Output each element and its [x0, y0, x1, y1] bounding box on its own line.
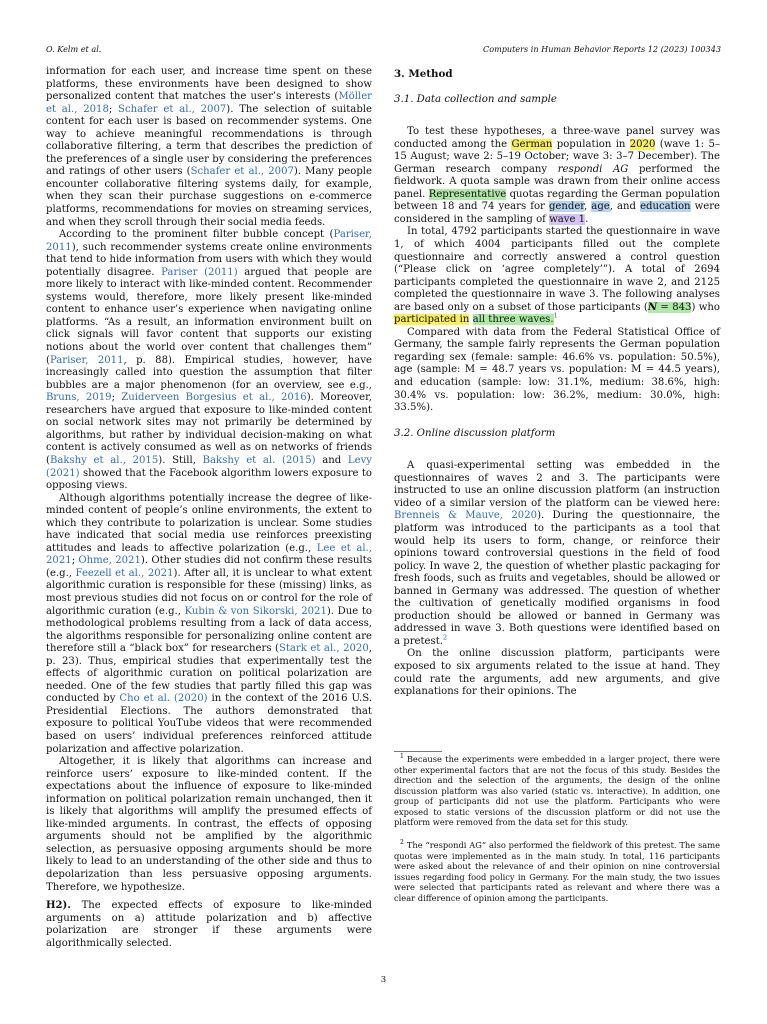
footnote-ref-1[interactable]: 1 — [553, 311, 558, 320]
citation-link[interactable]: Schafer et al., 2007 — [118, 103, 227, 115]
highlight-yellow: German — [511, 138, 553, 150]
highlight-blue: education — [640, 201, 691, 213]
paragraph-platform: A quasi-experimental setting was embedded in the questionnaires of waves 2 and 3. The participants were instructed to use an online discussion platform (an instruction video of a similar version of the platform can be viewed here: Brenneis & Mauve, 2020). During the questionnaire, the platform was introduced to the participants as a tool that would help its users to form, change, or reinforce their opinions toward controversial questions in the field of food policy. In wave 2, the question of whether plastic packaging for fresh foods, such as fruits and vegetables, should be allowed or banned in Germany was addressed. The question of whether the cultivation of genetically modified organisms in food production should be allowed or banned in Germany was addressed in wave 3. Both questions were identified based on a pretest.$^2$ — [394, 460, 720, 647]
page-number: 3 — [380, 975, 387, 985]
footnote-ref-2[interactable]: 2 — [442, 633, 448, 642]
highlight-green: Representative — [428, 188, 507, 200]
highlight-green: all three waves. — [472, 314, 554, 326]
highlight-yellow: 2020 — [629, 138, 656, 150]
citation-link[interactable]: Kubin & von Sikorski, 2021 — [184, 605, 327, 617]
paragraph-sample: To test these hypotheses, a three-wave panel survey was conducted among the German population in 2020 (wave 1: 5–15 August; wave 2: 5–19 October; wave 3: 3–7 December). The German research company respondi AG performed the fieldwork. A quota sample was drawn from their online access panel. Representative quotas regarding the German population between 18 and 74 years for gender, age, and education were considered in the sampling of wave 1. — [394, 126, 721, 225]
citation-link[interactable]: Lee et al., 2021 — [46, 542, 372, 567]
running-header-journal: Computers in Human Behavior Reports 12 (2023) 100343 — [483, 44, 721, 54]
highlight-blue: gender — [548, 201, 585, 213]
citation-link[interactable]: Bakshy et al. (2015) — [202, 454, 316, 466]
footnote-number: 1 — [400, 753, 404, 761]
citation-link[interactable]: Stark et al., 2020 — [278, 643, 369, 655]
subsection-heading-platform: 3.2. Online discussion platform — [394, 427, 556, 439]
right-column — [394, 66, 720, 699]
highlight-yellow: participated in — [394, 314, 470, 326]
running-header-authors: O. Kelm et al. — [46, 44, 102, 54]
paragraph-polarization: Although algorithms potentially increase the degree of like-minded content of people’s online environments, the extent to which they contribute to polarization is unclear. Some studies have indicated that social media use reinforces preexisting attitudes and leads to affective polarization (e.g., Lee et al., 2021; Ohme, 2021). Other studies did not confirm these results (e.g., Feezell et al., 2021). After all, it is unclear to what extent algorithmic curation is responsible for these (missing) links, as most previous studies did not focus on or control for the role of algorithmic curation (e.g., Kubin & von Sikorski, 2021). Due to methodological problems resulting from a lack of data access, the algorithms responsible for personalizing online content are therefore still a “black box” for researchers (Stark et al., 2020, p. 23). Thus, empirical studies that experimentally test the effects of algorithmic curation on political polarization are needed. One of the few studies that partly filled this gap was conducted by Cho et al. (2020) in the context of the 2016 U.S. Presidential Elections. The authors demonstrated that exposure to political YouTube videos that were recommended based on users’ individual preferences reinforced attitude polarization and affective polarization. — [46, 492, 372, 755]
footnote-1: $^1$ Because the experiments were embedded in a larger project, there were other experimental factors that are not the focus of this study. Besides the direction and the selection of the arguments, the design of the online discussion platform was also varied (static vs. interactive). In addition, one group of participants did not use the platform. Participants who were exposed to static versions of the discussion platform or did not use the platform were removed from the data set for this study. — [394, 753, 720, 827]
highlight-blue: age — [591, 201, 610, 213]
citation-link[interactable]: Pariser (2011) — [161, 266, 238, 278]
paragraph-participants: In total, 4792 participants started the questionnaire in wave 1, of which 4004 participants filled out the complete questionnaire and correctly answered a control question (“Please click on ‘agree completely’”). A total of 2694 participants completed the questionnaire in wave 2, and 2125 completed the questionnaire in wave 3. The following analyses are based only on a subset of those participants (N = 843) who participated in all three waves.$^1$ — [394, 226, 720, 326]
citation-link[interactable]: Cho et al. (2020) — [119, 693, 208, 705]
highlight-purple: wave 1 — [549, 213, 586, 225]
paragraph-conclusion: Altogether, it is likely that algorithms can increase and reinforce users’ exposure to like-minded content. If the expectations about the influence of exposure to like-minded information on political polarization remain unchanged, then it is likely that algorithms will amplify the presumed effects of like-minded arguments. In contrast, the effects of opposing arguments should not be amplified by the algorithmic selection, as persuasive opposing arguments should be more likely to lead to an understanding of the other side and thus to depolarization than less persuasive opposing arguments. Therefore, we hypothesize. — [46, 756, 372, 893]
footnote-number: 2 — [400, 839, 404, 847]
section-heading-method: 3. Method — [394, 68, 453, 80]
citation-link[interactable]: Zuiderveen Borgesius et al., 2016 — [121, 392, 307, 404]
hypothesis-label: H2). — [46, 900, 71, 912]
left-column — [46, 66, 372, 950]
subsection-heading-data-collection: 3.1. Data collection and sample — [394, 93, 557, 105]
footnote-2: $^2$ The “respondi AG” also performed the fieldwork of this pretest. The same quotas were implemented as in the main study. In total, 116 participants were asked about the relevance of and their opinion on nine controversial issues regarding food policy in Germany. For the main study, the two issues were selected that participants rated as relevant and where there was a clear difference of opinion among the participants. — [394, 839, 720, 903]
citation-link[interactable]: Pariser, 2011 — [49, 354, 124, 366]
paragraph-filter-bubble: According to the prominent filter bubble concept (Pariser, 2011), such recommender systems create online environments that tend to hide information from users with which they would potentially disagree. Pariser (2011) argued that people are more likely to interact with like-minded content. Recommender systems would, therefore, more likely present like-minded content to enhance user’s experience when navigating online platforms. “As a result, an information environment built on click signals will favor content that supports our existing notions about the world over content that challenges them” (Pariser, 2011, p. 88). Empirical studies, however, have increasingly called into question the assumption that filter bubbles are a major phenomenon (for an overview, see e.g., Bruns, 2019; Zuiderveen Borgesius et al., 2016). Moreover, researchers have argued that exposure to like-minded content on social network sites may not primarily be determined by algorithms, but rather by individual decision-making on what content is actively consumed as well as on networks of friends (Bakshy et al., 2015). Still, Bakshy et al. (2015) and Levy (2021) showed that the Facebook algorithm lowers exposure to opposing views. — [46, 229, 373, 492]
citation-link[interactable]: Pariser, 2011 — [46, 229, 372, 253]
paragraph-personalization: information for each user, and increase time spent on these platforms, these environments have been designed to show personalized content that matches the user’s interests (Möller et al., 2018; Schafer et al., 2007). The selection of suitable content for each user is based on recommender systems. One way to achieve meaningful recommendations is through collaborative filtering, a term that describes the prediction of the preferences of a single user by considering the preferences and ratings of other users (Schafer et al., 2007). Many people encounter collaborative filtering systems daily, for example, when they scan their purchase suggestions on e-commerce platforms, recommendations for movies on streaming services, and when they scroll through their social media feeds. — [46, 66, 373, 228]
hypothesis-h2 — [46, 900, 372, 950]
citation-link[interactable]: Levy (2021) — [46, 454, 372, 479]
paragraph-arguments: On the online discussion platform, participants were exposed to six arguments related to the issue at hand. They could rate the arguments, add new arguments, and give explanations for their opinions. The — [394, 648, 720, 698]
citation-link[interactable]: Möller et al., 2018 — [46, 91, 372, 115]
citation-link[interactable]: Feezell et al., 2021 — [75, 567, 174, 579]
citation-link[interactable]: Bakshy et al., 2015 — [49, 454, 159, 466]
citation-link[interactable]: Bruns, 2019 — [46, 392, 112, 404]
citation-link[interactable]: Schafer et al., 2007 — [190, 166, 294, 178]
highlight-green: N = 843 — [647, 301, 692, 313]
paragraph-representativeness: Compared with data from the Federal Statistical Office of Germany, the sample fairly represents the German population regarding sex (female: sample: 46.6% vs. population: 50.5%), age (sample: M = 48.7 years vs. population: M = 44.5 years), and education (sample: low: 31.1%, medium: 38.6%, high: 30.4% vs. population: low: 36.2%, medium: 30.0%, high: 33.5%). — [394, 326, 720, 414]
hypothesis-text: The expected effects of exposure to like-minded arguments on a) attitude polarization and b) affective polarization are stronger if these arguments were algorithmically selected. — [46, 900, 372, 949]
footnote-divider — [394, 751, 442, 752]
citation-link[interactable]: Brenneis & Mauve, 2020 — [394, 510, 538, 522]
citation-link[interactable]: Ohme, 2021 — [78, 555, 141, 567]
